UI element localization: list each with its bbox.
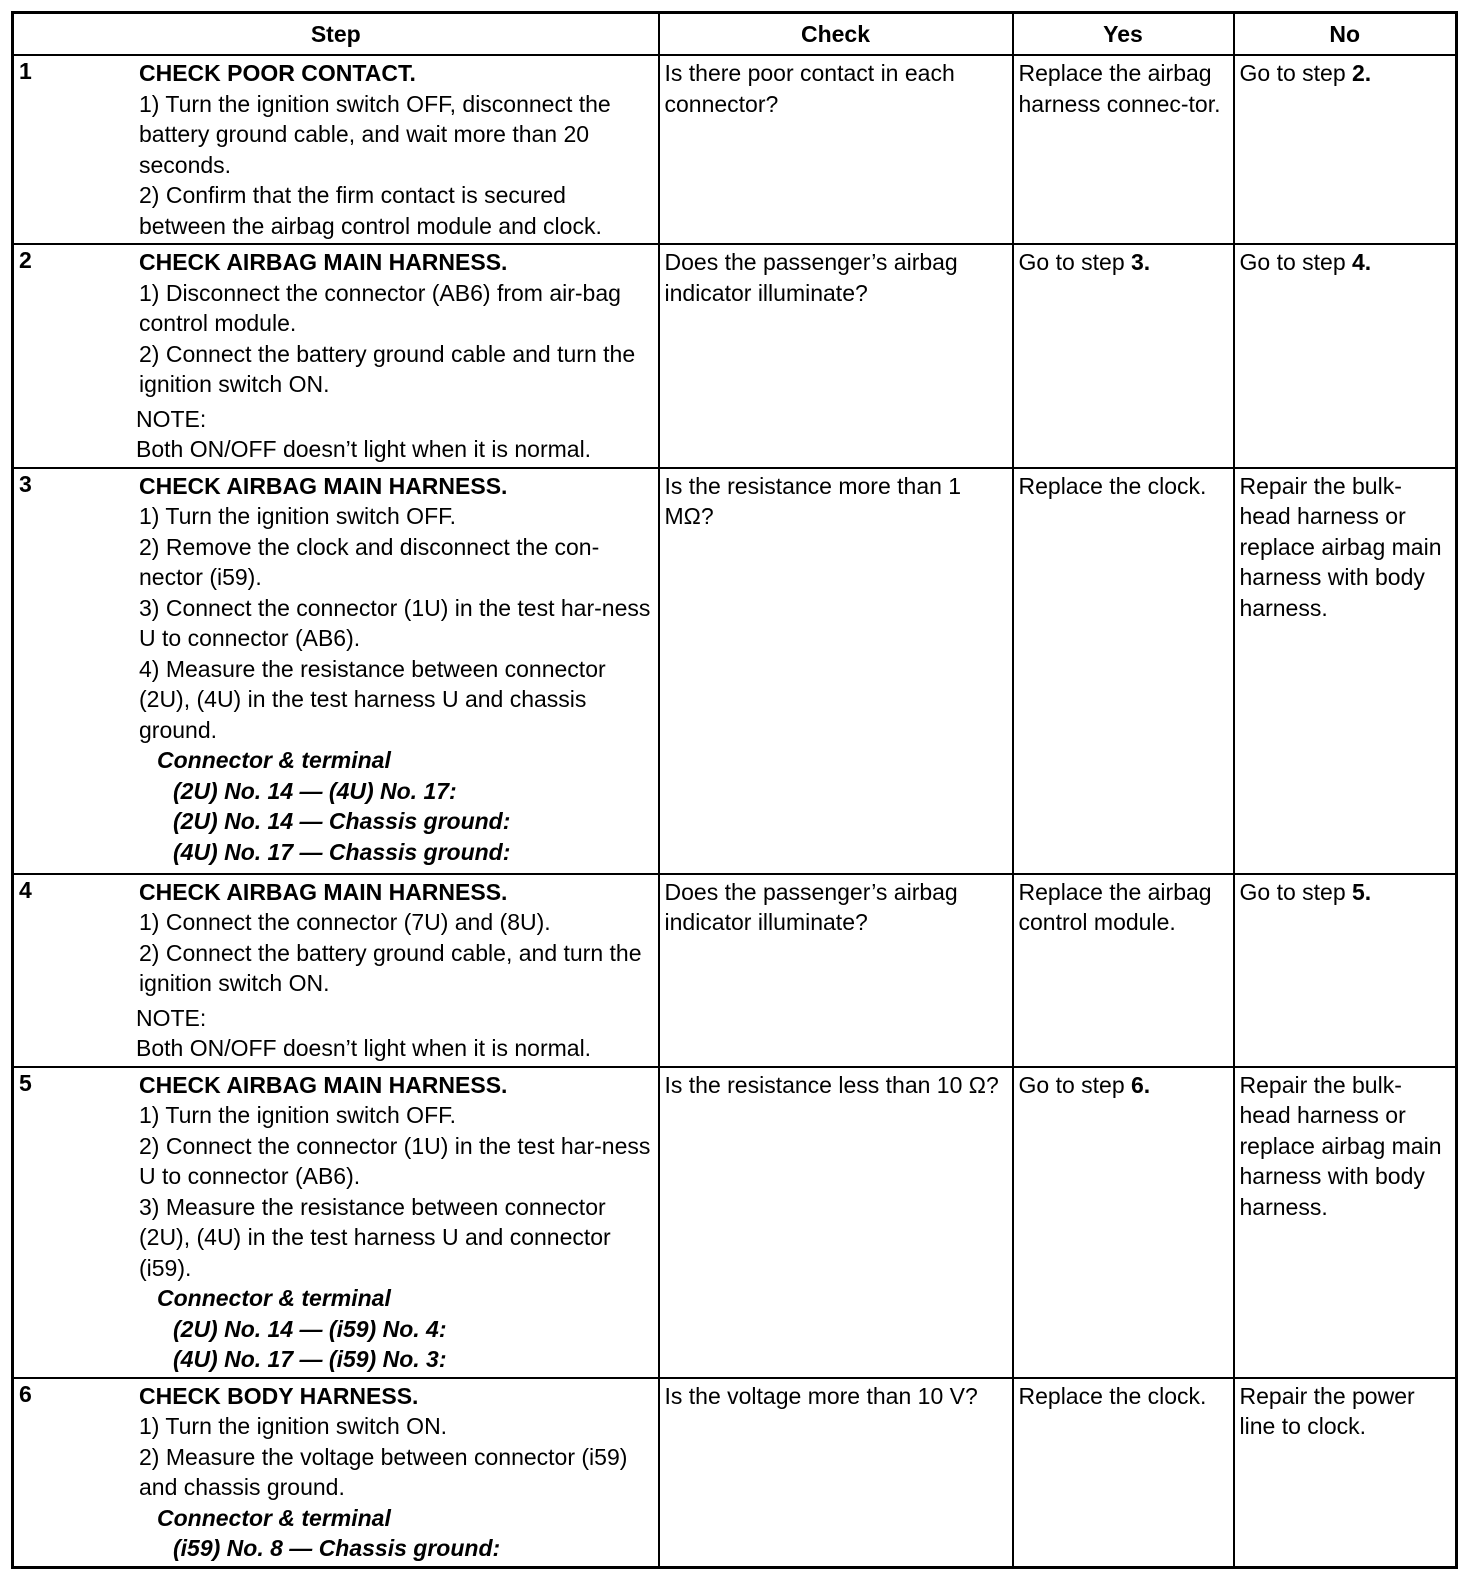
no-step-ref: 2. [1352,60,1372,86]
step-number: 4 [19,876,32,903]
connector-terminal-label: Connector & terminal [157,1504,391,1531]
check-cell [659,1067,1013,1378]
table-row [13,244,1457,468]
table-row [13,55,1457,244]
check-cell [659,874,1013,1067]
step-title: CHECK AIRBAG MAIN HARNESS. [139,878,508,905]
step-number: 5 [19,1069,32,1096]
yes-cell [1013,55,1234,244]
step-number: 2 [19,247,32,273]
no-step-ref: 4. [1352,249,1372,275]
no-text: Repair the bulk-head harness or replace airbag main harness with body harness. [1239,1071,1442,1220]
step-cell [13,1378,659,1568]
no-cell [1234,874,1457,1067]
diagnostic-table [11,11,1458,1569]
yes-cell [1013,1067,1234,1378]
step-instruction: 1) Turn the ignition switch ON. [139,1413,448,1439]
step-cell [13,244,659,468]
note-label: NOTE: [136,1004,207,1031]
step-cell [13,1067,659,1378]
yes-step-ref: 6. [1131,1071,1151,1098]
table-row [13,874,1457,1067]
connector-terminal-item: (2U) No. 14 — Chassis ground: [173,808,511,834]
connector-terminal-item: (2U) No. 14 — (i59) No. 4: [173,1315,447,1342]
step-instruction: 3) Connect the connector (1U) in the test har-ness U to connector (AB6). [139,594,651,651]
no-text: Go to step [1239,60,1353,86]
table-row [13,1067,1457,1378]
header-check: Check [659,13,1013,56]
check-text: Does the passenger’s airbag indicator illuminate? [664,249,958,306]
step-instruction: 2) Connect the connector (1U) in the test har-ness U to connector (AB6). [139,1132,651,1189]
check-text: Is the voltage more than 10 V? [664,1382,978,1409]
step-instruction: 1) Disconnect the connector (AB6) from air-bag control module. [139,279,621,336]
check-text: Is there poor contact in each connector? [664,60,955,117]
yes-text: Replace the clock. [1018,472,1207,499]
step-instruction: 2) Confirm that the firm contact is secured between the airbag control module and clock. [139,182,602,239]
no-cell [1234,1378,1457,1568]
note-label: NOTE: [136,405,207,432]
connector-terminal-label: Connector & terminal [157,747,391,773]
step-instruction: 3) Measure the resistance between connector (2U), (4U) in the test harness U and connector (i59). [139,1193,611,1281]
no-cell [1234,55,1457,244]
check-text: Is the resistance more than 1 MΩ? [664,472,962,529]
yes-cell [1013,1378,1234,1568]
yes-step-ref: 3. [1131,249,1151,275]
no-cell [1234,468,1457,874]
step-title: CHECK AIRBAG MAIN HARNESS. [139,472,508,499]
header-row [13,13,1457,56]
step-instruction: 1) Connect the connector (7U) and (8U). [139,909,551,935]
yes-text: Go to step [1018,249,1132,275]
check-text: Is the resistance less than 10 Ω? [664,1071,999,1098]
check-text: Does the passenger’s airbag indicator illuminate? [664,878,958,935]
header-step: Step [13,13,659,56]
step-title: CHECK BODY HARNESS. [139,1382,419,1409]
connector-terminal-item: (4U) No. 17 — Chassis ground: [173,838,511,865]
connector-terminal-item: (4U) No. 17 — (i59) No. 3: [173,1346,447,1372]
step-cell [13,55,659,244]
step-instruction: 1) Turn the ignition switch OFF. [139,503,457,529]
header-no: No [1234,13,1457,56]
yes-text: Replace the clock. [1018,1382,1207,1409]
connector-terminal-item: (2U) No. 14 — (4U) No. 17: [173,777,457,804]
note-text: Both ON/OFF doesn’t light when it is normal. [136,436,592,462]
no-cell [1234,1067,1457,1378]
no-text: Repair the bulk-head harness or replace airbag main harness with body harness. [1239,472,1442,621]
step-title: CHECK AIRBAG MAIN HARNESS. [139,1071,508,1098]
note-text: Both ON/OFF doesn’t light when it is normal. [136,1035,592,1061]
step-instruction: 1) Turn the ignition switch OFF, disconnect the battery ground cable, and wait more than 20 seconds. [139,90,611,178]
step-instruction: 2) Connect the battery ground cable, and turn the ignition switch ON. [139,939,642,996]
step-title: CHECK POOR CONTACT. [139,60,416,86]
connector-terminal-label: Connector & terminal [157,1285,391,1311]
check-cell [659,55,1013,244]
no-text: Repair the power line to clock. [1239,1382,1415,1439]
connector-terminal-item: (i59) No. 8 — Chassis ground: [173,1535,501,1561]
step-title: CHECK AIRBAG MAIN HARNESS. [139,249,508,275]
step-instruction: 2) Remove the clock and disconnect the con-nector (i59). [139,533,600,590]
header-yes: Yes [1013,13,1234,56]
yes-text: Go to step [1018,1071,1132,1098]
yes-text: Replace the airbag control module. [1018,878,1212,935]
no-text: Go to step [1239,249,1353,275]
check-cell [659,468,1013,874]
no-step-ref: 5. [1352,878,1372,905]
no-cell [1234,244,1457,468]
step-number: 6 [19,1380,32,1407]
yes-cell [1013,468,1234,874]
step-cell [13,468,659,874]
check-cell [659,244,1013,468]
table-row [13,468,1457,874]
check-cell [659,1378,1013,1568]
yes-cell [1013,244,1234,468]
step-instruction: 2) Connect the battery ground cable and turn the ignition switch ON. [139,340,636,397]
step-number: 1 [19,58,32,84]
table-row [13,1378,1457,1568]
step-instruction: 1) Turn the ignition switch OFF. [139,1102,457,1128]
step-instruction: 2) Measure the voltage between connector (i59) and chassis ground. [139,1443,628,1500]
step-number: 3 [19,470,32,497]
no-text: Go to step [1239,878,1353,905]
step-instruction: 4) Measure the resistance between connector (2U), (4U) in the test harness U and chassis ground. [139,655,606,743]
step-cell [13,874,659,1067]
yes-cell [1013,874,1234,1067]
yes-text: Replace the airbag harness connec-tor. [1018,60,1221,117]
